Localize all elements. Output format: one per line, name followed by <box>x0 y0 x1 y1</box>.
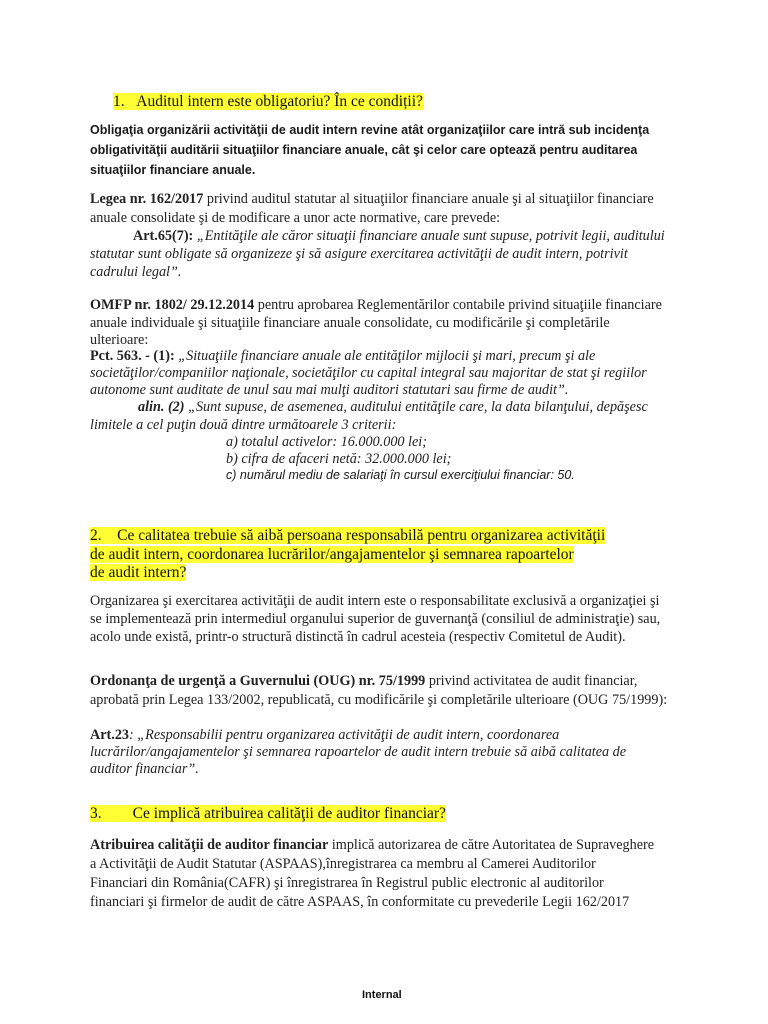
omfp-line-1 <box>90 296 662 315</box>
pct-line-2: societăţilor/companiilor naţionale, societăţilor cu capital integral sau majoritar de stat şi regiilor <box>90 365 647 381</box>
q2-para-line-3: acolo unde există, printr-o structură distinctă în cadrul acesteia (respectiv Comitetul de Audit). <box>90 629 626 645</box>
art23-text: : „Responsabilii pentru organizarea activităţii de audit intern, coordonarea <box>129 727 560 743</box>
question-2-heading-text-2: de audit intern, coordonarea lucrărilor/angajamentelor şi semnarea rapoartelor <box>90 546 574 563</box>
q3-line-2: a Activităţii de Audit Statutar (ASPAAS),înregistrarea ca membru al Camerei Auditorilor <box>90 856 596 872</box>
question-1-heading-text: 1. Auditul intern este obligatoriu? În ce condiții? <box>113 93 423 110</box>
alin-text: „Sunt supuse, de asemenea, auditului entităţile care, la data bilanţului, depăşesc <box>184 399 648 415</box>
question-3-heading <box>90 804 446 823</box>
q3-line-1 <box>90 836 654 855</box>
question-2-heading-text-3: de audit intern? <box>90 564 187 581</box>
omfp-line-3: ulterioare: <box>90 332 149 348</box>
oug-title: Ordonanţa de urgenţă a Guvernului (OUG) nr. 75/1999 <box>90 673 426 689</box>
alin-line-1 <box>138 398 648 417</box>
art65-label: Art.65(7): <box>133 228 194 244</box>
art65-line-1 <box>133 227 665 246</box>
q3-line-3: Financiari din România(CAFR) şi înregistrarea în Registrul public electronic al auditorilor <box>90 875 604 891</box>
legea-line-1 <box>90 190 654 209</box>
oug-line-1 <box>90 672 637 691</box>
pct-label: Pct. 563. - (1): <box>90 348 175 364</box>
oug-line-2: aprobată prin Legea 133/2002, republicată, cu modificările şi completările ulterioare (OUG 75/1999): <box>90 692 668 708</box>
oug-text: privind activitatea de audit financiar, <box>425 673 638 689</box>
question-2-heading-line-1 <box>90 526 605 545</box>
question-2-heading-line-2 <box>90 545 574 564</box>
criterion-a: a) totalul activelor: 16.000.000 lei; <box>226 434 427 450</box>
art23-line-2: lucrărilor/angajamentelor şi semnarea rapoartelor de audit intern trebuie să aibă calitatea de <box>90 744 627 760</box>
question-3-heading-text: 3. Ce implică atribuirea calităţii de auditor financiar? <box>90 805 446 822</box>
omfp-text: pentru aprobarea Reglementărilor contabile privind situaţiile financiare <box>254 297 662 313</box>
question-2-heading-text-1: 2. Ce calitatea trebuie să aibă persoana responsabilă pentru organizarea activităţii <box>90 527 606 544</box>
criterion-c: c) numărul mediu de salariaţi în cursul exerciţiului financiar: 50. <box>226 468 575 482</box>
art65-line-3: cadrului legal”. <box>90 264 182 280</box>
pct-text: „Situaţiile financiare anuale ale entităţilor mijlocii şi mari, precum şi ale <box>174 348 596 364</box>
criterion-b: b) cifra de afaceri netă: 32.000.000 lei; <box>226 451 452 467</box>
q3-line-4: financiari şi firmelor de audit de către ASPAAS, în conformitate cu prevederile Legii 162/2017 <box>90 894 630 910</box>
art23-line-3: auditor financiar”. <box>90 761 199 777</box>
q3-bold: Atribuirea calităţii de auditor financiar <box>90 837 329 853</box>
pct-line-3: autonome sunt auditate de unul sau mai mulţi auditori statutari sau firme de audit”. <box>90 382 569 398</box>
art65-text: „Entităţile ale căror situaţii financiare anuale sunt supuse, potrivit legii, auditului <box>193 228 665 244</box>
q2-para-line-1: Organizarea şi exercitarea activităţii de audit intern este o responsabilitate exclusivă a organizaţiei şi <box>90 593 660 609</box>
omfp-title: OMFP nr. 1802/ 29.12.2014 <box>90 297 255 313</box>
lead-line-1: Obligaţia organizării activităţii de audit intern revine atât organizaţiilor care intră sub incidenţa <box>90 123 650 137</box>
art65-line-2: statutar sunt obligate să organizeze şi să asigure exercitarea activităţii de audit intern, potrivit <box>90 246 628 262</box>
lead-line-3: situaţiilor financiare anuale. <box>90 163 256 177</box>
question-1-heading <box>113 92 423 111</box>
q2-para-line-2: se implementează prin intermediul organului superior de guvernanţă (consiliul de administraţie) sau, <box>90 611 661 627</box>
legea-title: Legea nr. 162/2017 <box>90 191 204 207</box>
footer-classification: Internal <box>362 989 402 1001</box>
art23-label: Art.23 <box>90 727 130 743</box>
omfp-line-2: anuale individuale şi situaţiile financiare anuale consolidate, cu modificările şi completările <box>90 315 610 331</box>
legea-line-2: anuale consolidate şi de modificare a unor acte normative, care prevede: <box>90 210 501 226</box>
lead-line-2: obligativităţii auditării situaţiilor financiare anuale, cât şi celor care optează pentru auditarea <box>90 143 638 157</box>
alin-label: alin. (2) <box>138 399 185 415</box>
alin-line-2: limitele a cel puţin două dintre următoarele 3 criterii: <box>90 417 397 433</box>
legea-text: privind auditul statutar al situaţiilor financiare anuale şi al situaţiilor financiare <box>203 191 654 207</box>
q3-rest: implică autorizarea de către Autoritatea de Supraveghere <box>328 837 655 853</box>
question-2-heading-line-3 <box>90 563 186 582</box>
